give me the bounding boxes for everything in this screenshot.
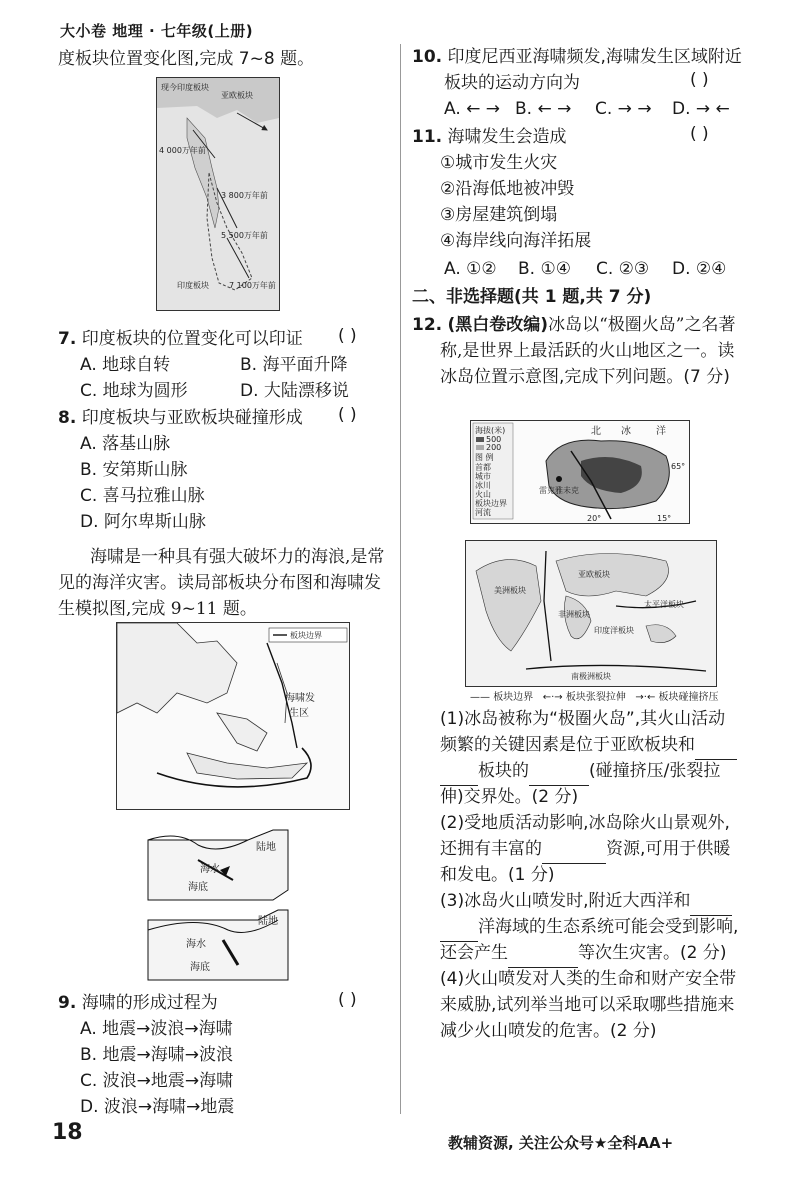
q11-option-d[interactable]: D. ②④ xyxy=(672,259,727,279)
q10-option-b[interactable]: B. ← → xyxy=(515,99,572,119)
water-label-1: 海水 xyxy=(200,864,220,875)
intro-line: 度板块位置变化图,完成 7~8 题。 xyxy=(58,49,315,69)
q7-answer-paren[interactable]: ( ) xyxy=(338,326,357,346)
page-header: 大小卷 地理 · 七年级(上册) xyxy=(60,22,254,40)
key-boundary: —— 板块边界 xyxy=(470,692,534,703)
q7-option-d[interactable]: D. 大陆漂移说 xyxy=(240,381,349,401)
q11-option-a[interactable]: A. ①② xyxy=(444,259,497,279)
passage-line-1: 海啸是一种具有强大破坏力的海浪,是常 xyxy=(90,547,385,567)
q7-option-c[interactable]: C. 地球为圆形 xyxy=(80,381,188,401)
p3-line-3: 还会产生 等次生灾害。(2 分) xyxy=(440,940,726,968)
p2-line-1: (2)受地质活动影响,冰岛除火山景观外, xyxy=(440,813,730,833)
p1-line-1: (1)冰岛被称为“极圈火岛”,其火山活动 xyxy=(440,709,726,729)
q12-line-1: 12. (黑白卷改编)冰岛以“极圈火岛”之名著 xyxy=(412,315,736,335)
page-number: 18 xyxy=(52,1120,83,1145)
legend-500: 500 xyxy=(486,435,502,444)
label-ocean: 洋 xyxy=(656,426,666,437)
q7-option-b[interactable]: B. 海平面升降 xyxy=(240,355,348,375)
p1-line-3: 板块的 (碰撞挤压/张裂拉 xyxy=(440,758,720,786)
label-7100: 7 100万年前 xyxy=(229,281,276,290)
key-rift: ←·→ 板块张裂拉伸 xyxy=(542,692,626,703)
legend-city: 城市 xyxy=(475,472,491,481)
q8-option-a[interactable]: A. 落基山脉 xyxy=(80,434,171,454)
legend-volcano: 火山 xyxy=(475,490,491,499)
p2-blank[interactable] xyxy=(542,836,606,864)
q11-option-c[interactable]: C. ②③ xyxy=(596,259,650,279)
antarctic-plate-label: 南极洲板块 xyxy=(571,672,611,681)
seabed-label-1: 海底 xyxy=(188,882,208,893)
india-plate-drift-map xyxy=(156,77,280,311)
q10-option-d[interactable]: D. → ← xyxy=(672,99,730,119)
p2-line-3: 和发电。(1 分) xyxy=(440,865,555,885)
p3-line-2: 洋海域的生态系统可能会受到影响, xyxy=(440,914,738,942)
q8-option-c[interactable]: C. 喜马拉雅山脉 xyxy=(80,486,205,506)
q7-option-a[interactable]: A. 地球自转 xyxy=(80,355,171,375)
q7-stem: 7. 印度板块的位置变化可以印证 xyxy=(58,329,303,349)
world-map-key xyxy=(470,688,719,703)
q8-answer-paren[interactable]: ( ) xyxy=(338,405,357,425)
q10-line-2: 板块的运动方向为 xyxy=(444,73,580,93)
tsunami-simulation-diagram xyxy=(138,820,298,990)
p1-line-2: 频繁的关键因素是位于亚欧板块和 xyxy=(440,732,737,760)
key-collision: →·← 板块碰撞挤压 xyxy=(635,692,719,703)
p3-blank-1[interactable] xyxy=(690,888,732,916)
legend-glacier: 冰川 xyxy=(475,481,491,490)
water-label-2: 海水 xyxy=(186,939,206,950)
p4-line-1: (4)火山喷发对人类的生命和财产安全带 xyxy=(440,969,737,989)
q12-line-3: 冰岛位置示意图,完成下列问题。(7 分) xyxy=(440,367,730,387)
label-eurasia: 亚欧板块 xyxy=(221,91,253,100)
q9-stem: 9. 海啸的形成过程为 xyxy=(58,993,218,1013)
label-ice: 冰 xyxy=(621,426,631,437)
se-asia-plate-map xyxy=(116,622,350,810)
q9-option-a[interactable]: A. 地震→波浪→海啸 xyxy=(80,1019,233,1039)
city-reykjavik: 雷克雅未克 xyxy=(539,486,579,495)
q10-option-a[interactable]: A. ← → xyxy=(444,99,501,119)
footer-note: 教辅资源, 关注公众号★全科AA+ xyxy=(448,1134,674,1152)
tsunami-zone-label-2: 生区 xyxy=(289,708,309,719)
q10-answer-paren[interactable]: ( ) xyxy=(690,70,709,90)
american-plate-label: 美洲板块 xyxy=(494,586,526,595)
q11-option-b[interactable]: B. ①④ xyxy=(518,259,571,279)
q11-item-3: ③房屋建筑倒塌 xyxy=(440,205,558,225)
label-india: 印度板块 xyxy=(177,281,209,290)
iceland-location-map xyxy=(470,420,690,524)
q11-item-2: ②沿海低地被冲毁 xyxy=(440,179,575,199)
legend-river: 河流 xyxy=(475,508,491,517)
label-lon-15: 15° xyxy=(657,514,672,523)
land-label-1: 陆地 xyxy=(256,842,276,853)
p1-blank-1-cont[interactable] xyxy=(440,758,478,786)
q8-option-d[interactable]: D. 阿尔卑斯山脉 xyxy=(80,512,206,532)
p1-blank-2[interactable] xyxy=(529,758,589,786)
land-label-2: 陆地 xyxy=(258,916,278,927)
q11-stem: 11. 海啸发生会造成 xyxy=(412,127,567,147)
label-4000: 4 000万年前 xyxy=(159,146,206,155)
legend-plate-boundary: 板块边界 xyxy=(475,499,507,508)
label-lon-20: 20° xyxy=(587,514,602,523)
fig2-legend: 板块边界 xyxy=(290,631,322,640)
q12-line-2: 称,是世界上最活跃的火山地区之一。读 xyxy=(440,341,735,361)
eurasian-plate-label: 亚欧板块 xyxy=(578,570,610,579)
p3-blank-1-cont[interactable] xyxy=(440,914,478,942)
q9-option-b[interactable]: B. 地震→海啸→波浪 xyxy=(80,1045,233,1065)
label-5500: 5 500万年前 xyxy=(221,231,268,240)
world-plate-map xyxy=(465,540,717,687)
q10-option-c[interactable]: C. → → xyxy=(595,99,652,119)
q9-option-c[interactable]: C. 波浪→地震→海啸 xyxy=(80,1071,234,1091)
indian-plate-label: 印度洋板块 xyxy=(594,626,634,635)
q8-option-b[interactable]: B. 安第斯山脉 xyxy=(80,460,188,480)
p1-line-4: 伸)交界处。(2 分) xyxy=(440,787,579,807)
q11-answer-paren[interactable]: ( ) xyxy=(690,124,709,144)
tsunami-zone-label-1: 海啸发 xyxy=(285,693,315,704)
legend-title: 海拔(米) xyxy=(475,426,506,435)
passage-line-3: 生模拟图,完成 9~11 题。 xyxy=(58,599,257,619)
p4-line-3: 减少火山喷发的危害。(2 分) xyxy=(440,1021,657,1041)
q9-option-d[interactable]: D. 波浪→海啸→地震 xyxy=(80,1097,235,1117)
q10-line-1: 10. 印度尼西亚海啸频发,海啸发生区域附近 xyxy=(412,47,742,67)
label-north: 北 xyxy=(591,426,601,437)
passage-line-2: 见的海洋灾害。读局部板块分布图和海啸发 xyxy=(58,573,381,593)
label-3800: 3 800万年前 xyxy=(221,191,268,200)
q11-item-4: ④海岸线向海洋拓展 xyxy=(440,231,592,251)
p3-line-1: (3)冰岛火山喷发时,附近大西洋和 xyxy=(440,888,732,916)
p4-line-2: 来威胁,试列举当地可以采取哪些措施来 xyxy=(440,995,735,1015)
label-lat-65: 65° xyxy=(671,462,686,471)
african-plate-label: 非洲板块 xyxy=(558,610,590,619)
legend-200: 200 xyxy=(486,443,502,452)
pacific-plate-label: 太平洋板块 xyxy=(644,600,684,609)
section-2-heading: 二、非选择题(共 1 题,共 7 分) xyxy=(412,287,652,307)
q8-stem: 8. 印度板块与亚欧板块碰撞形成 xyxy=(58,408,303,428)
legend-capital: 首都 xyxy=(475,463,491,472)
seabed-label-2: 海底 xyxy=(190,962,210,973)
label-now-india: 现今印度板块 xyxy=(161,83,209,92)
q9-answer-paren[interactable]: ( ) xyxy=(338,990,357,1010)
column-divider xyxy=(400,44,401,1114)
p2-line-2: 还拥有丰富的 资源,可用于供暖 xyxy=(440,836,730,864)
p3-blank-2[interactable] xyxy=(508,940,578,968)
p1-blank-1[interactable] xyxy=(695,732,737,760)
legend-head: 图 例 xyxy=(475,453,494,462)
q11-item-1: ①城市发生火灾 xyxy=(440,153,558,173)
